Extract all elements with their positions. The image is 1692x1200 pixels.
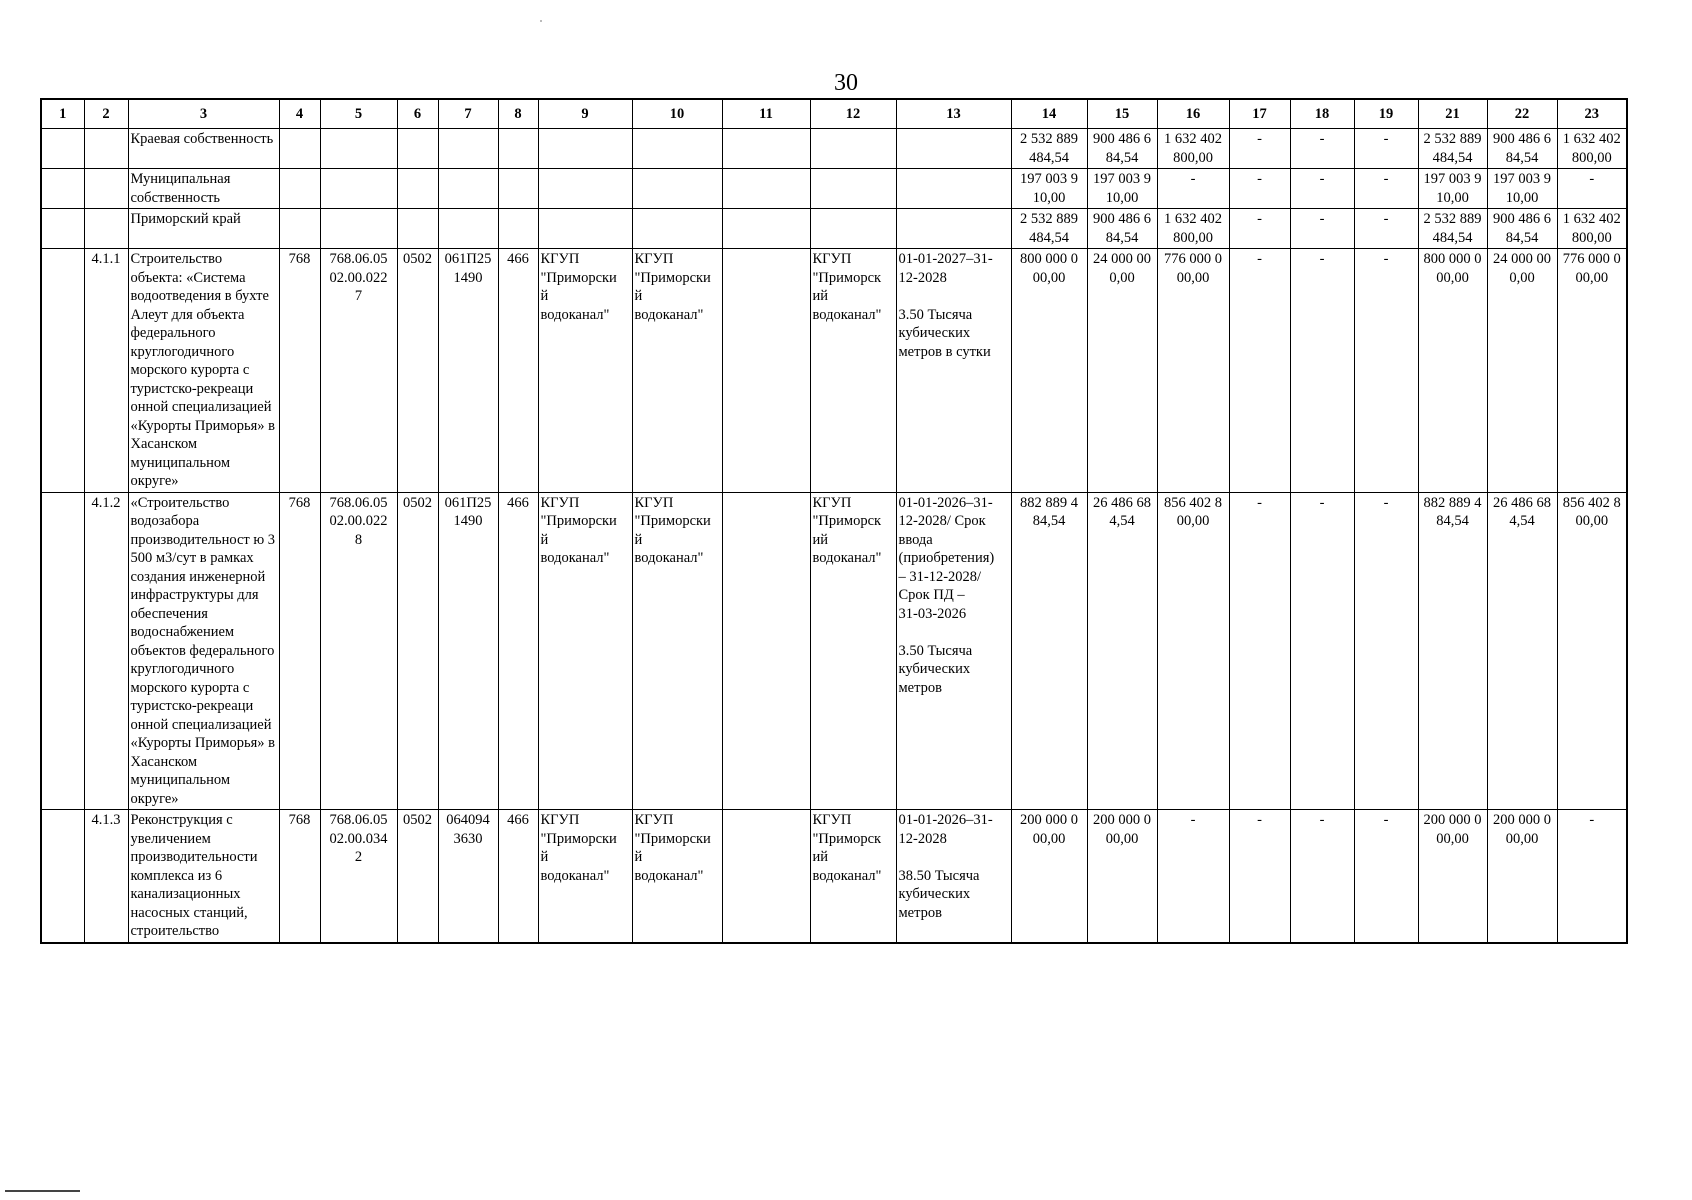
table-cell: - [1354,492,1418,810]
table-cell: 24 000 00 0,00 [1087,249,1157,493]
table-cell: - [1354,810,1418,943]
table-cell: 0502 [397,249,438,493]
table-cell [438,129,498,169]
column-header: 3 [128,99,279,129]
table-cell [722,249,810,493]
table-cell: 900 486 6 84,54 [1487,209,1557,249]
table-cell: 768 [279,249,320,493]
table-cell: 01-01-2026–31- 12-2028/ Срок ввода (приобретения) – 31-12-2028/ Срок ПД – 31-03-2026 3.50 Тысяча кубических метров [896,492,1011,810]
table-cell [397,209,438,249]
table-cell: - [1354,169,1418,209]
header-row [41,99,1627,129]
column-header: 10 [632,99,722,129]
table-cell: 768.06.05 02.00.034 2 [320,810,397,943]
table-cell: 776 000 0 00,00 [1557,249,1627,493]
column-header: 18 [1290,99,1354,129]
table-cell [320,209,397,249]
table-cell: 882 889 4 84,54 [1418,492,1487,810]
table-cell [632,129,722,169]
table-cell [41,492,84,810]
table-cell: КГУП "Приморск ий водоканал" [810,492,896,810]
table-cell [279,169,320,209]
table-cell [279,129,320,169]
table-cell [397,169,438,209]
column-header: 13 [896,99,1011,129]
table-cell: 900 486 6 84,54 [1087,209,1157,249]
column-header: 16 [1157,99,1229,129]
table-cell: Краевая собственность [128,129,279,169]
budget-table [40,98,1628,944]
table-cell [632,209,722,249]
table-cell: Муниципальная собственность [128,169,279,209]
table-cell: - [1229,209,1290,249]
table-cell: 2 532 889 484,54 [1011,209,1087,249]
table-cell [538,129,632,169]
table-cell: 061П25 1490 [438,249,498,493]
table-cell: - [1290,129,1354,169]
table-cell: «Строительство водозабора производительност ю 3 500 м3/сут в рамках создания инженерной инфраструктуры для обеспечения водоснабжением объектов федерального круглогодичного морского курорта с туристско-рекреаци онной специализацией «Курорты Приморья» в Хасанском муниципальном округе» [128,492,279,810]
table-cell: - [1290,209,1354,249]
table-cell [722,129,810,169]
table-cell [41,169,84,209]
table-cell [41,249,84,493]
table-row [41,129,1627,169]
table-cell: 768 [279,810,320,943]
column-header: 1 [41,99,84,129]
table-cell [84,209,128,249]
table-cell: - [1229,810,1290,943]
table-cell: 01-01-2027–31- 12-2028 3.50 Тысяча кубических метров в сутки [896,249,1011,493]
table-cell [438,209,498,249]
table-cell [279,209,320,249]
table-cell: - [1557,169,1627,209]
column-header: 6 [397,99,438,129]
table-cell: 776 000 0 00,00 [1157,249,1229,493]
column-header: 2 [84,99,128,129]
table-cell [84,169,128,209]
table-cell [397,129,438,169]
column-header: 15 [1087,99,1157,129]
table-cell: 01-01-2026–31- 12-2028 38.50 Тысяча кубических метров [896,810,1011,943]
table-row [41,169,1627,209]
table-cell [722,810,810,943]
table-cell [41,129,84,169]
table-cell: - [1229,249,1290,493]
table-cell: КГУП "Приморск ий водоканал" [810,810,896,943]
column-header: 17 [1229,99,1290,129]
table-cell [538,209,632,249]
table-cell: 0502 [397,810,438,943]
table-cell [722,492,810,810]
column-header: 22 [1487,99,1557,129]
table-cell: 900 486 6 84,54 [1087,129,1157,169]
table-cell: КГУП "Приморски й водоканал" [632,492,722,810]
table-cell: - [1354,129,1418,169]
table-cell: 1 632 402 800,00 [1157,209,1229,249]
table-cell: 0502 [397,492,438,810]
table-cell: 768.06.05 02.00.022 7 [320,249,397,493]
table-row [41,249,1627,493]
table-cell: - [1229,169,1290,209]
table-cell: КГУП "Приморски й водоканал" [632,810,722,943]
column-header: 14 [1011,99,1087,129]
table-cell [438,169,498,209]
table-cell: 26 486 68 4,54 [1487,492,1557,810]
table-cell: КГУП "Приморск ий водоканал" [810,249,896,493]
column-header: 19 [1354,99,1418,129]
table-cell: 882 889 4 84,54 [1011,492,1087,810]
table-cell: - [1290,810,1354,943]
table-cell: 200 000 0 00,00 [1487,810,1557,943]
table-cell: 2 532 889 484,54 [1418,129,1487,169]
table-cell [538,169,632,209]
table-cell: 900 486 6 84,54 [1487,129,1557,169]
column-header: 8 [498,99,538,129]
table-cell: 1 632 402 800,00 [1157,129,1229,169]
table-cell: 061П25 1490 [438,492,498,810]
footer-rule [5,1190,80,1192]
table-cell: Приморский край [128,209,279,249]
table-cell: 1 632 402 800,00 [1557,209,1627,249]
table-cell: 197 003 9 10,00 [1011,169,1087,209]
table-cell: 200 000 0 00,00 [1087,810,1157,943]
table-cell [632,169,722,209]
column-header: 21 [1418,99,1487,129]
table-cell [41,209,84,249]
table-cell: 466 [498,810,538,943]
table-cell [84,129,128,169]
table-cell: 800 000 0 00,00 [1011,249,1087,493]
column-header: 4 [279,99,320,129]
table-cell: - [1354,209,1418,249]
table-cell: 4.1.2 [84,492,128,810]
table-cell [810,209,896,249]
table-cell [320,169,397,209]
table-cell: 064094 3630 [438,810,498,943]
table-cell: КГУП "Приморски й водоканал" [538,810,632,943]
table-cell: - [1229,129,1290,169]
table-cell: Реконструкция с увеличением производительности комплекса из 6 канализационных насосных станций, строительство [128,810,279,943]
table-cell [41,810,84,943]
table-cell: 197 003 9 10,00 [1487,169,1557,209]
table-cell: 466 [498,492,538,810]
table-cell: 26 486 68 4,54 [1087,492,1157,810]
table-cell: 4.1.3 [84,810,128,943]
table-cell [896,129,1011,169]
table-cell [896,169,1011,209]
table-cell: - [1290,492,1354,810]
table-cell: - [1229,492,1290,810]
table-cell: - [1290,169,1354,209]
table-cell: - [1157,810,1229,943]
table-cell: 200 000 0 00,00 [1418,810,1487,943]
table-cell: 768.06.05 02.00.022 8 [320,492,397,810]
table-cell: - [1290,249,1354,493]
table-cell: 197 003 9 10,00 [1087,169,1157,209]
table-cell [722,169,810,209]
table-cell: - [1557,810,1627,943]
column-header: 9 [538,99,632,129]
column-header: 7 [438,99,498,129]
table-cell: 856 402 8 00,00 [1557,492,1627,810]
column-header: 11 [722,99,810,129]
column-header: 12 [810,99,896,129]
table-row [41,810,1627,943]
table-cell: КГУП "Приморски й водоканал" [538,249,632,493]
table-cell: 768 [279,492,320,810]
table-cell: КГУП "Приморски й водоканал" [538,492,632,810]
scan-speck [540,20,542,22]
table-cell [498,209,538,249]
table-cell: 2 532 889 484,54 [1011,129,1087,169]
page-number: 30 [834,70,858,96]
table-cell: 197 003 9 10,00 [1418,169,1487,209]
table-cell [810,129,896,169]
table-cell: 200 000 0 00,00 [1011,810,1087,943]
table-cell [810,169,896,209]
table-cell: 466 [498,249,538,493]
table-cell [320,129,397,169]
table-cell: 24 000 00 0,00 [1487,249,1557,493]
table-body [41,129,1627,943]
table-cell: 800 000 0 00,00 [1418,249,1487,493]
table-cell: 856 402 8 00,00 [1157,492,1229,810]
column-header: 23 [1557,99,1627,129]
table-cell: 2 532 889 484,54 [1418,209,1487,249]
table-cell: - [1354,249,1418,493]
table-cell [498,129,538,169]
table-cell: - [1157,169,1229,209]
table-cell [896,209,1011,249]
table-cell: КГУП "Приморски й водоканал" [632,249,722,493]
table-cell: Строительство объекта: «Система водоотведения в бухте Алеут для объекта федерального круглогодичного морского курорта с туристско-рекреаци онной специализацией «Курорты Приморья» в Хасанском муниципальном округе» [128,249,279,493]
column-header: 5 [320,99,397,129]
table-cell [722,209,810,249]
table-row [41,492,1627,810]
table-cell [498,169,538,209]
table-cell: 1 632 402 800,00 [1557,129,1627,169]
table-cell: 4.1.1 [84,249,128,493]
table-row [41,209,1627,249]
